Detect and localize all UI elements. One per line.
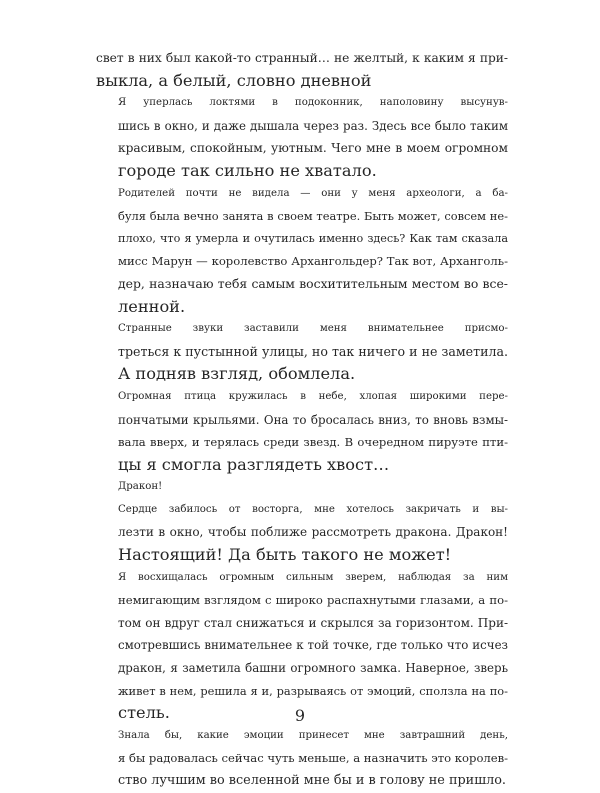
paragraph [96, 318, 508, 386]
text-line: Странные звуки заставили меня внимательнее присмо- [118, 323, 508, 335]
text-line: Сердце забилось от восторга, мне хотелось закричать и вы- [118, 503, 508, 515]
text-line: красивым, спокойным, уютным. Чего мне в моем огромном [118, 141, 508, 156]
paragraph [96, 386, 508, 476]
text-line: плохо, что я умерла и очутилась именно здесь? Как там сказала [118, 231, 508, 245]
text-line: я бы радовалась сейчас чуть меньше, а назначить это королев- [118, 751, 509, 766]
text-line: выкла, а белый, словно дневной [96, 70, 372, 90]
text-line: Я уперлась локтями в подоконник, наполовину высунув- [118, 97, 508, 109]
paragraph [96, 47, 508, 92]
text-line: ство лучшим во вселенной мне бы и в голову не пришло. [118, 773, 506, 788]
body-text [96, 47, 508, 793]
text-line: стель. [118, 703, 170, 723]
page-number: 9 [294, 706, 306, 725]
text-line: дер, назначаю тебя самым восхитительным местом во все- [118, 275, 508, 291]
text-line: вала вверх, и терялась среди звезд. В очередном пируэте пти- [118, 435, 508, 450]
text-line: Я восхищалась огромным сильным зверем, наблюдая за ним [118, 571, 508, 583]
paragraph [96, 499, 508, 567]
paragraph [96, 567, 508, 725]
text-line: буля была вечно занята в своем театре. Быть может, совсем не- [118, 209, 508, 224]
text-line: цы я смогла разглядеть хвост… [118, 454, 390, 474]
text-line: треться к пустынной улицы, но так ничего и не заметила. [118, 343, 508, 359]
text-line: Дракон! [118, 481, 163, 493]
text-line: городе так сильно не хватало. [118, 160, 377, 180]
text-line: том он вдруг стал снижаться и скрылся за горизонтом. При- [118, 615, 508, 630]
text-line: Настоящий! Да быть такого не может! [118, 545, 452, 565]
text-line: А подняв взгляд, обомлела. [118, 364, 356, 384]
paragraph [96, 476, 508, 499]
paragraph [96, 725, 508, 793]
text-line: Родителей почти не видела — они у меня археологи, а ба- [118, 187, 508, 199]
text-line: шись в окно, и даже дышала через раз. Здесь все было таким [118, 118, 508, 133]
text-line: смотревшись внимательнее к той точке, где только что исчез [118, 638, 508, 653]
paragraph [96, 183, 508, 319]
paragraph [96, 92, 508, 182]
text-line: ленной. [118, 296, 186, 316]
text-line: мисс Марун — королевство Архангольдер? Так вот, Арханголь- [118, 254, 508, 269]
text-line: свет в них был какой-то странный… не желтый, к каким я при- [96, 51, 508, 65]
text-line: Огромная птица кружилась в небе, хлопая широкими пере- [118, 390, 508, 402]
text-line: немигающим взглядом с широко распахнутыми глазами, а по- [118, 593, 508, 608]
text-line: лезти в окно, чтобы поближе рассмотреть дракона. Дракон! [118, 525, 508, 540]
text-line: живет в нем, решила я и, разрываясь от эмоций, сползла на по- [118, 683, 508, 698]
text-line: Знала бы, какие эмоции принесет мне завтрашний день, [118, 729, 508, 741]
text-line: пончатыми крыльями. Она то бросалась вниз, то вновь взмы- [118, 412, 508, 427]
text-line: дракон, я заметила башни огромного замка. Наверное, зверь [118, 661, 508, 676]
